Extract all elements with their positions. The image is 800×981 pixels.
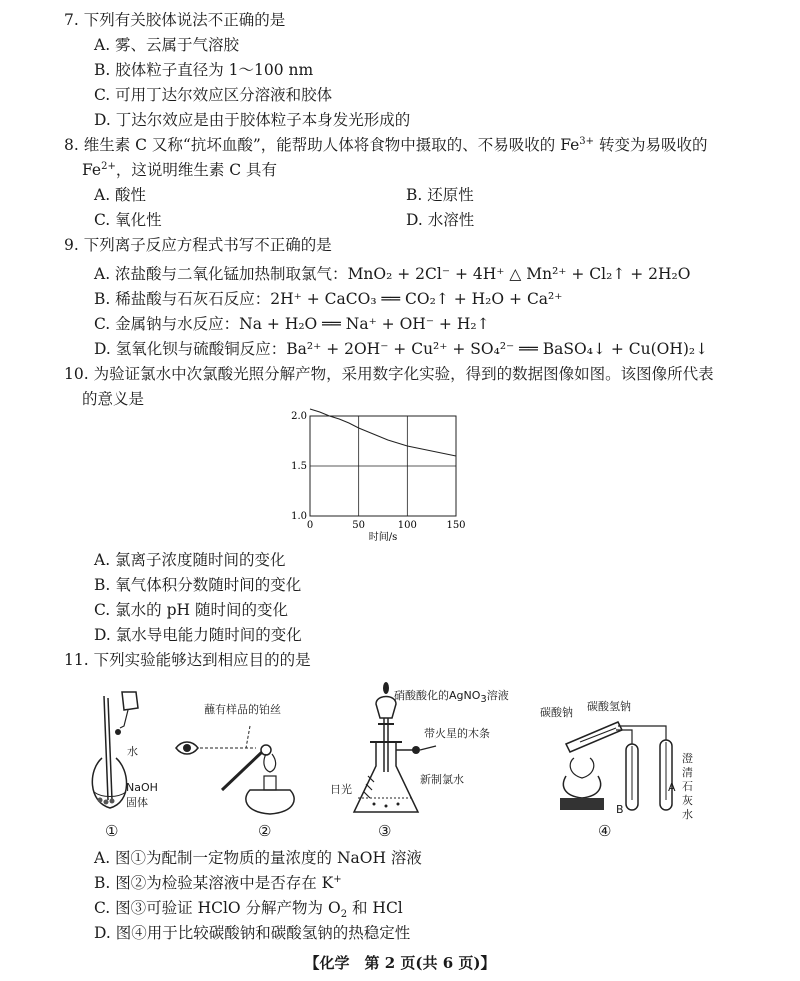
q10-stem-line1: 10. 为验证氯水中次氯酸光照分解产物，采用数字化实验，得到的数据图像如图。该图像所代表 (64, 365, 714, 383)
figure-2-flame-test (170, 720, 310, 820)
q7-option-b: B. 胶体粒子直径为 1～100 nm (94, 61, 314, 79)
chart-y-tick-label: 1.0 (291, 511, 307, 522)
q7-option-d: D. 丁达尔效应是由于胶体粒子本身发光形成的 (94, 111, 411, 129)
q10-stem-line2: 的意义是 (82, 390, 145, 408)
q10-option-c: C. 氯水的 pH 随时间的变化 (94, 601, 288, 619)
q9-equation-d: Ba²⁺ + 2OH⁻ + Cu²⁺ + SO₄²⁻ ══ BaSO₄↓ + Cu(OH)₂↓ (286, 340, 709, 358)
figure-2-number: ② (258, 822, 272, 840)
figure-1-naoh-label: NaOH (126, 781, 158, 794)
chart-y-tick-label: 2.0 (291, 411, 307, 422)
q11-option-d: D. 图④用于比较碳酸钠和碳酸氢钠的热稳定性 (94, 924, 411, 942)
figure-2-wire-label: 蘸有样品的铂丝 (204, 703, 281, 716)
chart-x-tick-label: 100 (397, 520, 417, 531)
figure-1-water-label: 水 (127, 745, 138, 758)
figure-4-nahco3-label: 碳酸氢钠 (587, 700, 631, 713)
q7-stem: 7. 下列有关胶体说法不正确的是 (64, 11, 286, 29)
figure-4-na2co3-label: 碳酸钠 (540, 706, 573, 719)
q10-option-d: D. 氯水导电能力随时间的变化 (94, 626, 302, 644)
chart-x-tick-label: 50 (352, 520, 366, 531)
q11-stem: 11. 下列实验能够达到相应目的的是 (64, 651, 311, 669)
figure-3-stick-label: 带火星的木条 (424, 727, 490, 740)
q9-equation-a: MnO₂ + 2Cl⁻ + 4H⁺ △ Mn²⁺ + Cl₂↑ + 2H₂O (347, 265, 691, 283)
q10-option-a: A. 氯离子浓度随时间的变化 (94, 551, 286, 569)
q9-option-c: C. 金属钠与水反应：Na + H₂O ══ Na⁺ + OH⁻ + H₂↑ (94, 315, 490, 333)
q10-option-b: B. 氧气体积分数随时间的变化 (94, 576, 302, 594)
q11-option-a: A. 图①为配制一定物质的量浓度的 NaOH 溶液 (94, 849, 422, 867)
q9-equation-c: Na + H₂O ══ Na⁺ + OH⁻ + H₂↑ (239, 315, 490, 333)
q9-stem: 9. 下列离子反应方程式书写不正确的是 (64, 236, 332, 254)
chart-x-tick-label: 0 (306, 520, 314, 531)
q9-equation-b: 2H⁺ + CaCO₃ ══ CO₂↑ + H₂O + Ca²⁺ (270, 290, 563, 308)
page-footer: 【化学 第 2 页(共 6 页)】 (304, 954, 496, 972)
figure-1-solid-label: 固体 (126, 796, 148, 809)
figure-1-number: ① (105, 822, 119, 840)
q7-option-c: C. 可用丁达尔效应区分溶液和胶体 (94, 86, 333, 104)
chart-y-tick-label: 1.5 (291, 461, 307, 472)
q9-option-d: D. 氢氧化钡与硫酸铜反应：Ba²⁺ + 2OH⁻ + Cu²⁺ + SO₄²⁻ ══ BaSO₄↓ + Cu(OH)₂↓ (94, 340, 709, 358)
q8-option-c: C. 氧化性 (94, 211, 162, 229)
q9-option-b: B. 稀盐酸与石灰石反应：2H⁺ + CaCO₃ ══ CO₂↑ + H₂O + Ca²⁺ (94, 290, 563, 308)
q9-option-a: A. 浓盐酸与二氧化锰加热制取氯气：MnO₂ + 2Cl⁻ + 4H⁺ △ Mn²⁺ + Cl₂↑ + 2H₂O (94, 265, 691, 283)
figure-4-tube-b-label: B (616, 803, 624, 816)
q8-stem-line2: $Fe^{2+}$，这说明维生素 C 具有 (82, 160, 278, 179)
chart-x-tick-label: 150 (446, 520, 466, 531)
figure-3-chlorine-water-label: 新制氯水 (420, 773, 464, 786)
figure-3-agno3-label: 硝酸酸化的AgNO$_3$溶液 (394, 689, 509, 706)
figure-4-tube-a-label: A (668, 781, 676, 794)
q8-option-a: A. 酸性 (94, 186, 147, 204)
q8-option-b: B. 还原性 (406, 186, 474, 204)
figure-3-number: ③ (378, 822, 392, 840)
q8-option-d: D. 水溶性 (406, 211, 475, 229)
q11-option-b: B. 图②为检验某溶液中是否存在 K+ (94, 873, 342, 892)
q7-option-a: A. 雾、云属于气溶胶 (94, 36, 240, 54)
q11-option-c: C. 图③可验证 HClO 分解产物为 $O_2$ 和 HCl (94, 899, 403, 921)
q10-line-chart (282, 406, 482, 544)
figure-3-sunlight-label: 日光 (330, 783, 352, 796)
q8-stem-line1: 8. 维生素 C 又称“抗坏血酸”，能帮助人体将食物中摄取的、不易吸收的 $Fe^{3+}$ 转变为易吸收的 (64, 135, 708, 154)
chart-x-axis-label: 时间/s (368, 532, 398, 543)
figure-4-limewater-label: 澄清石灰水 (682, 752, 693, 821)
figure-4-number: ④ (598, 822, 612, 840)
